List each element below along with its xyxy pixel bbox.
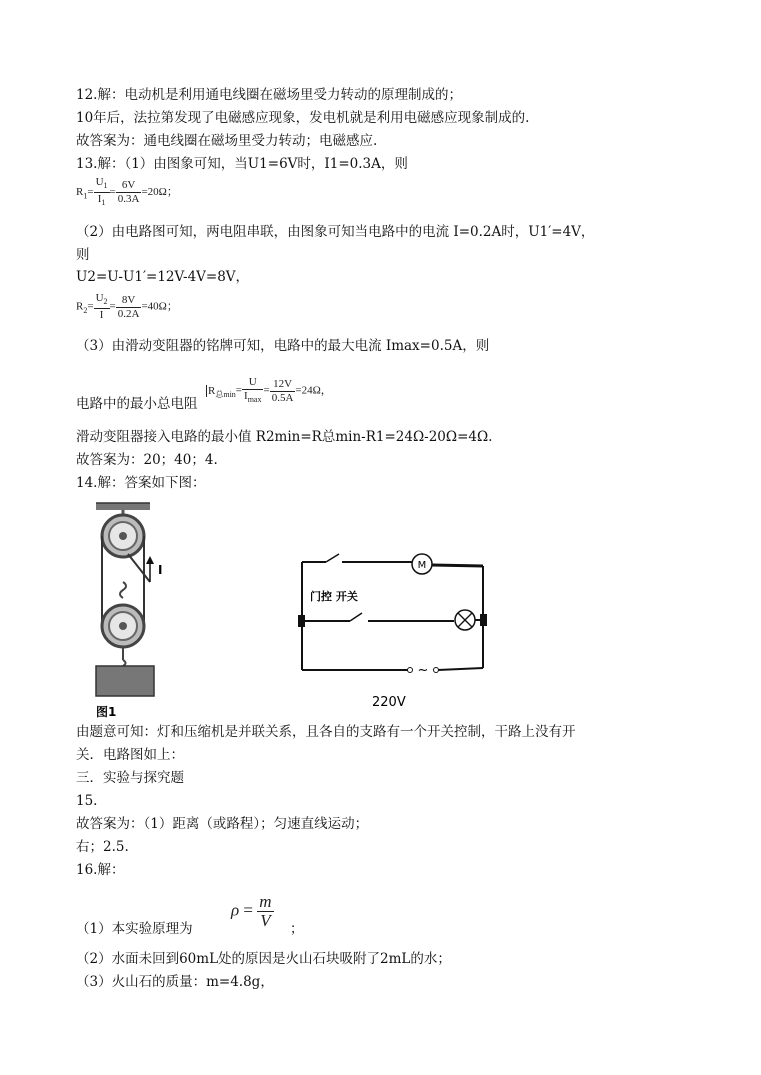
formula-r-total-min: $R_{总min}=$ $\frac{U}{I_{max}}$ = $\frac{12V}{0.5A}$ =24Ω，	[208, 376, 332, 405]
line-answer-15b: 右；2.5.	[76, 839, 129, 855]
line-16-part3: （3）火山石的质量：m=4.8g，	[76, 974, 274, 990]
line-16-principle: （1）本实验原理为	[76, 921, 193, 937]
circuit-figure	[290, 540, 490, 712]
pulley-caption: 图1	[96, 705, 117, 719]
line-16-semicolon: ；	[290, 921, 304, 937]
pulley-arrow-label: I	[158, 563, 163, 577]
line-answer-13: 故答案为：20；40；4.	[76, 452, 218, 468]
line-r2min: 滑动变阻器接入电路的最小值 R2min=R总min-R1=24Ω-20Ω=4Ω.	[76, 429, 493, 445]
line-16-part2: （2）水面未回到60mL处的原因是火山石块吸附了2mL的水；	[76, 951, 451, 967]
line-15: 15.	[76, 793, 98, 809]
line-13-part2: （2）由电路图可知，两电阻串联，由图象可知当电路中的电流 I=0.2A时，U1′=4V，	[76, 224, 595, 240]
line-min-resistance: 电路中的最小总电阻	[76, 396, 198, 412]
line-parallel-explain: 由题意可知：灯和压缩机是并联关系，且各自的支路有一个开关控制，干路上没有开	[76, 724, 576, 740]
line-12-answer: 12.解：电动机是利用通电线圈在磁场里受力转动的原理制成的；	[76, 87, 462, 103]
ac-source-symbol: ~	[417, 663, 429, 678]
door-switch-label: 门控 开关	[310, 590, 358, 603]
formula-r1: $R_1=$ $\frac{U_1}{I_1}$ = $\frac{6V}{0.3A}$ =20Ω；	[76, 176, 178, 208]
line-answer-15: 故答案为：（1）距离（或路程）；匀速直线运动；	[76, 816, 369, 832]
motor-symbol: M	[417, 560, 427, 571]
section-3-heading: 三．实验与探究题	[76, 770, 184, 786]
line-13-part3: （3）由滑动变阻器的铭牌可知，电路中的最大电流 Imax=0.5A，则	[76, 338, 490, 354]
pulley-figure	[88, 500, 198, 722]
voltage-label: 220V	[372, 695, 406, 710]
line-circuit-above: 关．电路图如上：	[76, 747, 184, 763]
line-13-part1: 13.解：（1）由图象可知，当U1=6V时，I1=0.3A，则	[76, 156, 408, 172]
line-u2: U2=U-U1′=12V-4V=8V，	[76, 269, 250, 285]
line-then: 则	[76, 247, 90, 263]
line-14: 14.解：答案如下图：	[76, 475, 206, 491]
formula-r2: $R_2=$ $\frac{U_2}{I}$ = $\frac{8V}{0.2A}$ =40Ω；	[76, 292, 178, 322]
formula-density: ρ = $\frac{m}{V}$	[231, 892, 272, 930]
line-answer-12: 故答案为：通电线圈在磁场里受力转动；电磁感应.	[76, 133, 378, 149]
line-faraday: 10年后，法拉第发现了电磁感应现象，发电机就是利用电磁感应现象制成的.	[76, 110, 530, 126]
line-16: 16.解：	[76, 862, 125, 878]
